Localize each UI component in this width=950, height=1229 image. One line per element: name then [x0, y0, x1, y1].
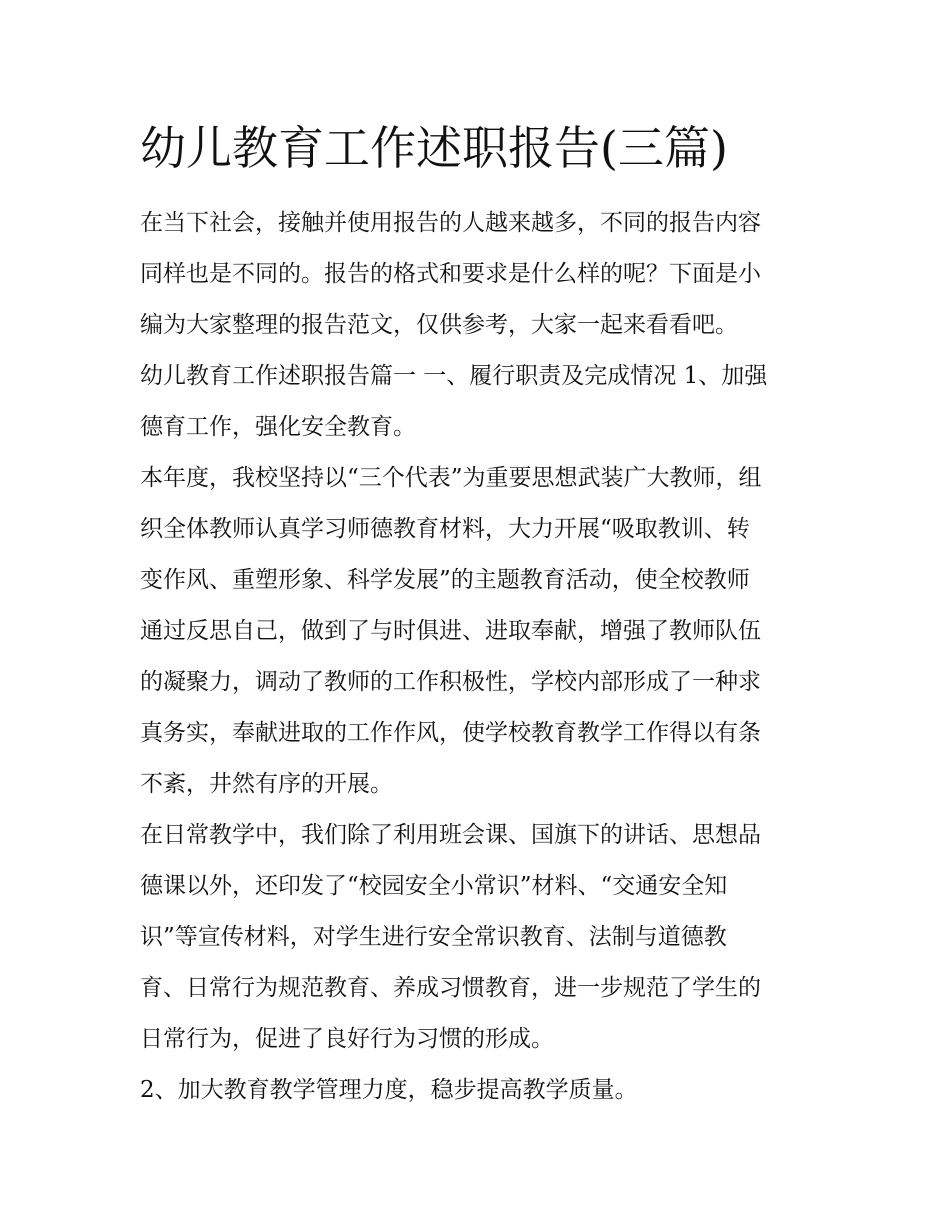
- paragraph-ethics-work: [140, 453, 815, 810]
- text-line: 幼儿教育工作述职报告篇一 一、履行职责及完成情况 1、加强: [140, 363, 768, 389]
- text-line: 本年度，我校坚持以“三个代表”为重要思想武装广大教师，组: [140, 465, 762, 491]
- text-line: 在当下社会，接触并使用报告的人越来越多，不同的报告内容: [140, 210, 761, 236]
- document-title: 幼儿教育工作述职报告(三篇): [140, 121, 728, 175]
- text-line: 的凝聚力，调动了教师的工作积极性，学校内部形成了一种求: [140, 669, 761, 695]
- text-line: 2、加大教育教学管理力度，稳步提高教学质量。: [140, 1077, 638, 1103]
- text-line: 编为大家整理的报告范文，仅供参考，大家一起来看看吧。: [140, 312, 738, 338]
- text-line: 在日常教学中，我们除了利用班会课、国旗下的讲话、思想品: [140, 822, 761, 848]
- text-line: 变作风、重塑形象、科学发展”的主题教育活动，使全校教师: [140, 567, 750, 593]
- paragraph-daily-teaching: [140, 810, 815, 1065]
- text-line: 通过反思自己，做到了与时俱进、进取奉献，增强了教师队伍: [140, 618, 761, 644]
- text-line: 同样也是不同的。报告的格式和要求是什么样的呢？下面是小: [140, 261, 761, 287]
- text-line: 德课以外，还印发了“校园安全小常识”材料、“交通安全知: [140, 873, 728, 899]
- text-line: 育、日常行为规范教育、养成习惯教育，进一步规范了学生的: [140, 975, 761, 1001]
- text-line: 日常行为，促进了良好行为习惯的形成。: [140, 1026, 554, 1052]
- document-body: [140, 198, 815, 1116]
- paragraph-section-heading: [140, 351, 815, 453]
- text-line: 真务实，奉献进取的工作作风，使学校教育教学工作得以有条: [140, 720, 761, 746]
- paragraph-intro: [140, 198, 815, 351]
- text-line: 德育工作，强化安全教育。: [140, 414, 416, 440]
- paragraph-management: [140, 1065, 815, 1116]
- text-line: 织全体教师认真学习师德教育材料，大力开展“吸取教训、转: [140, 516, 750, 542]
- text-line: 不紊，井然有序的开展。: [140, 771, 393, 797]
- text-line: 识”等宣传材料，对学生进行安全常识教育、法制与道德教: [140, 924, 727, 950]
